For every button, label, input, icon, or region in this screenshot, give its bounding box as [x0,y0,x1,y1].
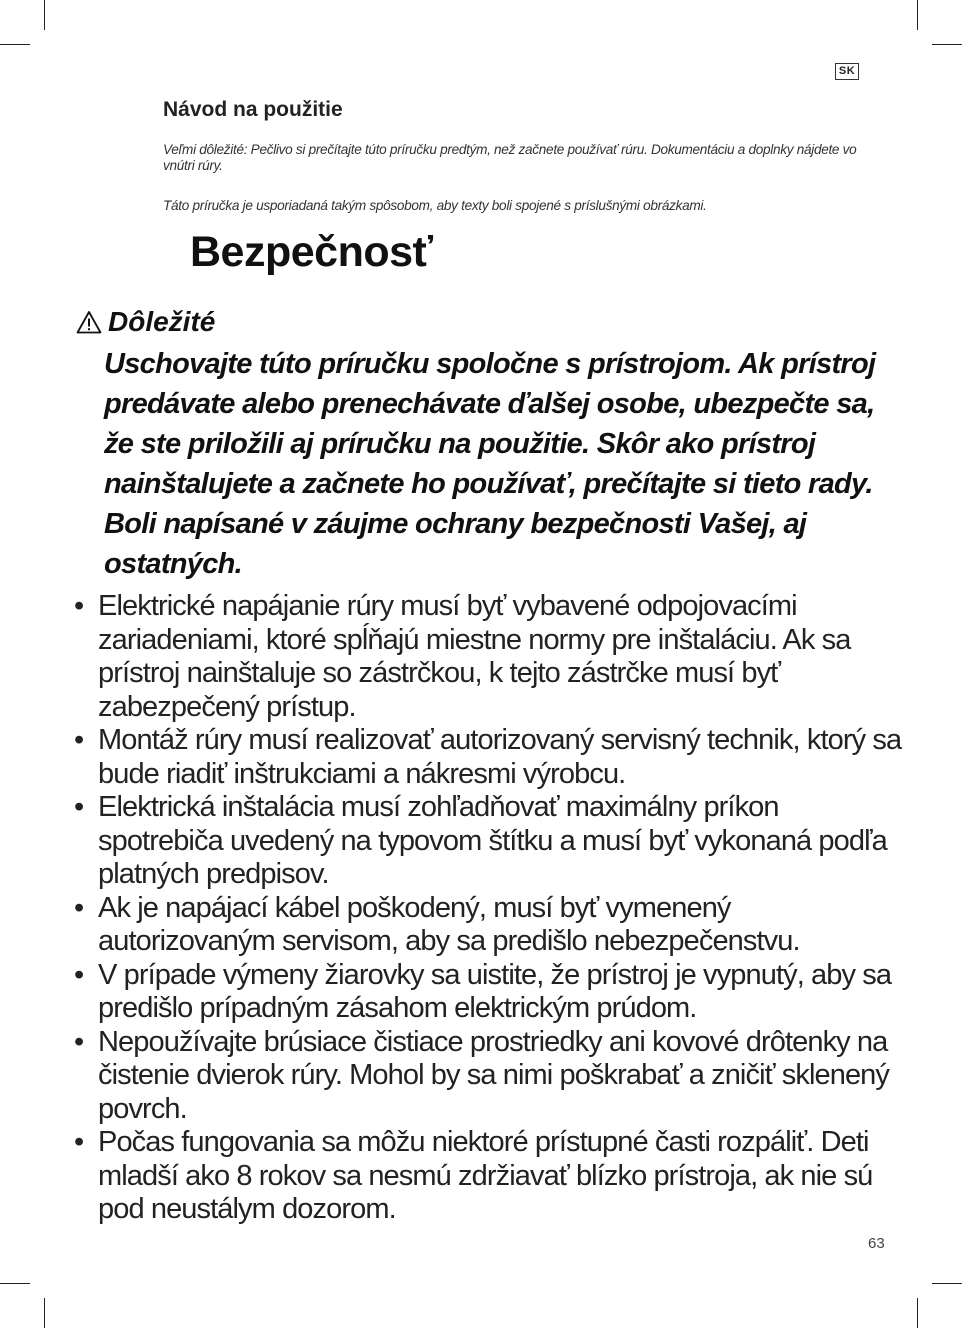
bullet-dot: • [74,891,84,924]
page-number: 63 [868,1235,885,1252]
intro-paragraph-2: Táto príručka je usporiadaná takým spôsobom, aby texty boli spojené s príslušnými obrázkami. [163,198,707,213]
warning-title-text: Dôležité [108,306,216,337]
list-item [74,590,904,724]
list-item-text: Elektrická inštalácia musí zohľadňovať maximálny príkon spotrebiča uvedený na typovom štítku a musí byť vykonaná podľa platných predpisov. [98,791,887,890]
section-heading-safety: Bezpečnosť [190,228,433,276]
bullet-dot: • [74,791,84,823]
list-item [74,892,904,959]
bullet-dot: • [74,1025,84,1058]
manual-title: Návod na použitie [163,98,343,121]
crop-mark-bottom-left-vertical [44,1298,45,1328]
crop-mark-bottom-left-horizontal [0,1283,30,1284]
crop-mark-top-right-horizontal [932,44,962,45]
list-item [74,959,904,1026]
bullet-dot: • [74,724,84,756]
list-item [74,724,904,791]
warning-triangle-icon [76,310,102,334]
list-item-text: Elektrické napájanie rúry musí byť vybavené odpojovacími zariadeniami, ktoré spĺňajú miestne normy pre inštaláciu. Ak sa prístroj nainštaluje so zástrčkou, k tejto zástrčke musí byť zabezpečený prístup. [98,590,851,723]
list-item-text: Montáž rúry musí realizovať autorizovaný servisný technik, ktorý sa bude riadiť inštrukciami a nákresmi výrobcu. [98,724,902,790]
bullet-dot: • [74,1126,84,1158]
language-badge: SK [835,63,859,80]
crop-mark-top-left-horizontal [0,44,30,45]
safety-bullet-list [74,590,904,1227]
list-item [74,1026,904,1127]
crop-mark-top-right-vertical [917,0,918,30]
list-item [74,1126,904,1227]
crop-mark-top-left-vertical [44,0,45,30]
intro-paragraph-1: Veľmi dôležité: Pečlivo si prečítajte túto príručku predtým, než začnete používať rúru. Dokumentáciu a doplnky nájdete vo vnútri rúry. [163,142,857,173]
bullet-dot: • [74,590,84,622]
bullet-dot: • [74,958,84,991]
list-item-text: Nepoužívajte brúsiace čistiace prostriedky ani kovové drôtenky na čistenie dvierok rúry. Mohol by sa nimi poškrabať a zničiť sklenený povrch. [98,1025,889,1125]
list-item-text: Ak je napájací kábel poškodený, musí byť vymenený autorizovaným servisom, aby sa predišlo nebezpečenstvu. [98,891,800,957]
crop-mark-bottom-right-vertical [917,1298,918,1328]
crop-mark-bottom-right-horizontal [932,1283,962,1284]
warning-body: Uschovajte túto príručku spoločne s prístrojom. Ak prístroj predávate alebo prenechávate ďalšej osobe, ubezpečte sa, že ste priložili aj príručku na použitie. Skôr ako prístroj nainštalujete a začnete ho používať, prečítajte si tieto rady. Boli napísané v záujme ochrany bezpečnosti Vašej, aj ostatných. [104,348,876,580]
warning-title [76,306,215,338]
list-item [74,791,904,892]
list-item-text: V prípade výmeny žiarovky sa uistite, že prístroj je vypnutý, aby sa predišlo prípadným zásahom elektrickým prúdom. [98,958,892,1024]
list-item-text: Počas fungovania sa môžu niektoré prístupné časti rozpáliť. Deti mladší ako 8 rokov sa nesmú zdržiavať blízko prístroja, ak nie sú pod neustálym dozorom. [98,1126,873,1225]
